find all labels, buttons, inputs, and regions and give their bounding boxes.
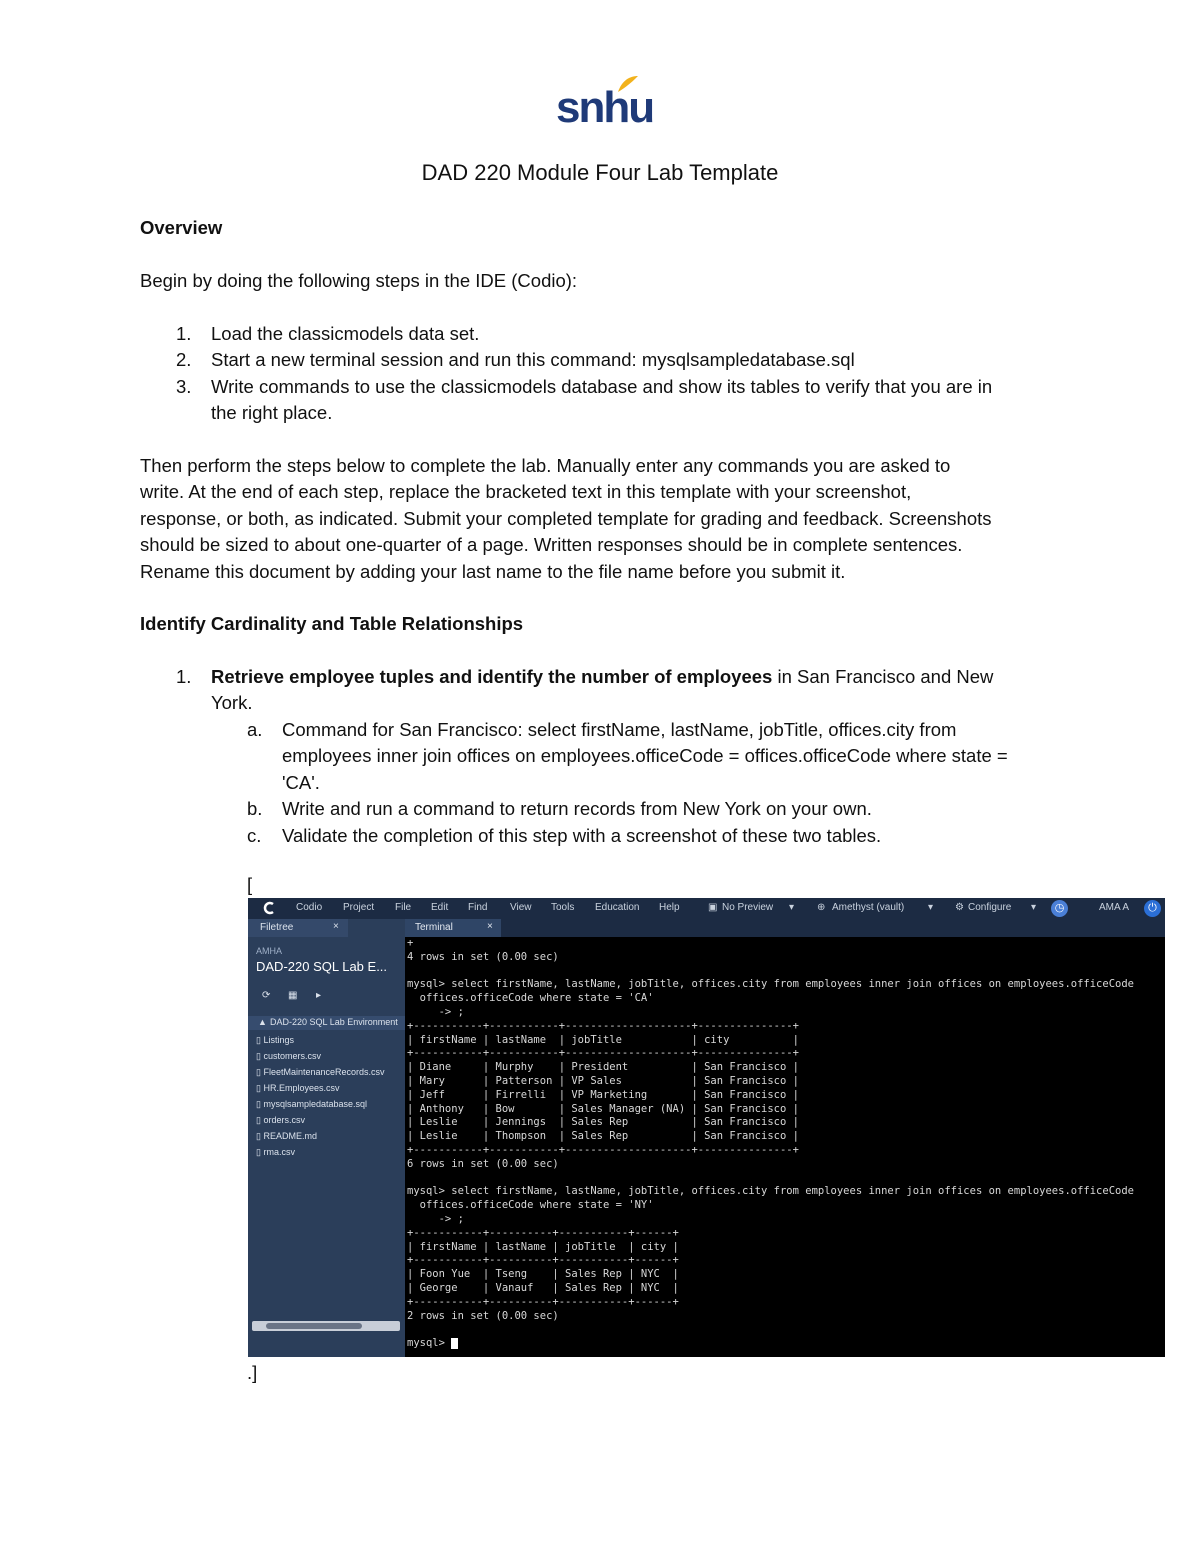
ide-menubar [248,898,1165,919]
step-text: Load the classicmodels data set. [211,323,480,344]
chevron-down-icon: ▾ [1031,902,1037,913]
gear-icon: ⚙ [955,902,964,913]
image-icon[interactable]: ▦ [288,990,298,1001]
power-icon[interactable]: ⏻ [1144,900,1161,917]
file-item[interactable] [256,1067,385,1078]
bracket-open: [ [247,874,253,895]
terminal-line: mysql> [407,1337,1165,1351]
terminal-line: | Jeff | Firrelli | VP Marketing | San Francisco | [407,1088,799,1101]
instruction-line: should be sized to about one-quarter of a page. Written responses should be in complete sentences. [140,534,963,555]
project-name: DAD-220 SQL Lab E... [256,959,388,974]
menu-codio[interactable]: Codio [296,902,323,913]
file-icon: ▯ [256,1131,264,1141]
terminal-line: +-----------+----------+-----------+------+ [407,1226,679,1239]
file-item[interactable] [256,1115,305,1126]
terminal-text [405,937,1165,1351]
project-owner: AMHA [256,946,283,956]
play-icon[interactable]: ▸ [316,990,322,1001]
file-icon: ▯ [256,1115,264,1125]
sub-label: c. [247,825,262,846]
file-icon: ▯ [256,1051,264,1061]
file-name: Listings [263,1035,294,1045]
terminal-line: offices.officeCode where state = 'CA' [407,992,654,1005]
terminal-line: 4 rows in set (0.00 sec) [407,950,559,963]
sub-label: a. [247,719,263,740]
folder-icon: ▲ [258,1017,267,1027]
instruction-line: response, or both, as indicated. Submit your completed template for grading and feedback. Screenshots [140,508,992,529]
terminal-line: +-----------+----------+-----------+------+ [407,1295,679,1308]
terminal-line: offices.officeCode where state = 'NY' [407,1199,654,1212]
terminal-line: | firstName | lastName | jobTitle | city | [407,1033,799,1046]
sub-text: Command for San Francisco: select firstName, lastName, jobTitle, offices.city from [282,719,957,740]
file-name: customers.csv [263,1051,321,1061]
terminal-line: 2 rows in set (0.00 sec) [407,1309,559,1322]
terminal-line: +-----------+-----------+--------------------+---------------+ [407,1143,799,1156]
logo-text: snhu [556,83,654,132]
instruction-line: Then perform the steps below to complete the lab. Manually enter any commands you are asked to [140,455,951,476]
task-line [211,664,993,691]
terminal-line [407,1172,1165,1186]
terminal-line: | Mary | Patterson | VP Sales | San Francisco | [407,1074,799,1087]
box-dropdown[interactable]: Amethyst (vault) [832,902,905,913]
menu-project[interactable]: Project [343,902,375,913]
menu-file[interactable]: File [395,902,412,913]
history-button[interactable]: ◷ [1051,900,1068,917]
step-text-continued: the right place. [211,402,333,423]
file-item[interactable] [256,1035,294,1046]
step-number: 1. [176,323,192,344]
terminal-line: 6 rows in set (0.00 sec) [407,1157,559,1170]
terminal-line: | Anthony | Bow | Sales Manager (NA) | San Francisco | [407,1102,799,1115]
terminal-tab[interactable] [405,919,501,937]
instruction-line: Rename this document by adding your last name to the file name before you submit it. [140,561,846,582]
step-text: Write commands to use the classicmodels database and show its tables to verify that you are in [211,376,993,397]
globe-icon: ⊕ [817,902,826,913]
file-name: rma.csv [263,1147,295,1157]
snhu-logo [556,74,654,134]
filetree-tab-label: Filetree [260,922,294,933]
step-number: 2. [176,349,192,370]
ide-screenshot [248,898,1165,1357]
sub-label: b. [247,798,263,819]
overview-heading: Overview [140,217,223,238]
filetree-tab[interactable] [248,919,348,937]
terminal-line: +-----------+-----------+--------------------+---------------+ [407,1019,799,1032]
instruction-line: write. At the end of each step, replace the bracketed text in this template with your screenshot, [140,481,912,502]
refresh-icon[interactable]: ⟳ [262,990,271,1001]
file-item[interactable] [256,1147,295,1158]
sub-text: Validate the completion of this step with a screenshot of these two tables. [282,825,882,846]
chevron-down-icon: ▾ [789,902,795,913]
terminal-line: | Foon Yue | Tseng | Sales Rep | NYC | [407,1268,679,1281]
task-bold-text: Retrieve employee tuples and identify the number of employees [211,666,773,687]
file-icon: ▯ [256,1067,264,1077]
terminal-output[interactable] [405,937,1165,1357]
file-icon: ▯ [256,1083,264,1093]
chevron-down-icon: ▾ [928,902,934,913]
file-item[interactable] [256,1099,367,1110]
terminal-line: | Leslie | Jennings | Sales Rep | San Francisco | [407,1116,799,1129]
file-item[interactable] [256,1131,317,1142]
close-icon[interactable]: × [487,921,493,932]
menu-view[interactable]: View [510,902,532,913]
root-folder-row[interactable] [248,1016,405,1030]
root-folder-name: DAD-220 SQL Lab Environment [270,1017,398,1027]
terminal-line: | Leslie | Thompson | Sales Rep | San Francisco | [407,1130,799,1143]
terminal-line: -> ; [407,1212,464,1225]
terminal-tab-label: Terminal [415,922,453,933]
task-rest-text: in San Francisco and New [772,666,994,687]
step-text: Start a new terminal session and run this command: mysqlsampledatabase.sql [211,349,855,370]
terminal-line: +-----------+-----------+--------------------+---------------+ [407,1047,799,1060]
terminal-line: mysql> select firstName, lastName, jobTitle, offices.city from employees inner join offices on employees.officeCode [407,978,1134,991]
section-heading: Identify Cardinality and Table Relationships [140,613,524,634]
menu-edit[interactable]: Edit [431,902,449,913]
step-number: 3. [176,376,192,397]
sub-text: 'CA'. [282,772,320,793]
close-icon[interactable]: × [333,921,339,932]
scrollbar-thumb[interactable] [266,1323,362,1329]
preview-icon: ▣ [708,902,718,913]
menu-tools[interactable]: Tools [551,902,575,913]
task-line-continued: York. [211,692,253,713]
file-name: orders.csv [263,1115,305,1125]
menu-help[interactable]: Help [659,902,680,913]
sub-text: Write and run a command to return records from New York on your own. [282,798,872,819]
terminal-line: +-----------+----------+-----------+------+ [407,1254,679,1267]
menu-education[interactable]: Education [595,902,640,913]
configure-button[interactable]: Configure [968,902,1012,913]
terminal-line: -> ; [407,1005,464,1018]
file-name: FleetMaintenanceRecords.csv [263,1067,385,1077]
terminal-cursor [451,1338,458,1349]
terminal-line [407,965,1165,979]
menu-find[interactable]: Find [468,902,488,913]
terminal-line: + [407,937,414,949]
terminal-line [407,1323,1165,1337]
no-preview-dropdown[interactable]: No Preview [722,902,774,913]
file-name: HR.Employees.csv [263,1083,340,1093]
file-name: README.md [263,1131,317,1141]
file-name: mysqlsampledatabase.sql [263,1099,368,1109]
terminal-line: | Diane | Murphy | President | San Francisco | [407,1061,799,1074]
file-icon: ▯ [256,1147,264,1157]
bracket-close: .] [247,1362,258,1383]
task-number: 1. [176,666,192,687]
file-item[interactable] [256,1083,339,1094]
terminal-tabbar [405,919,1165,937]
terminal-line: mysql> select firstName, lastName, jobTitle, offices.city from employees inner join offices on employees.officeCode [407,1185,1134,1198]
leaf-icon [616,74,640,94]
terminal-line: | George | Vanauf | Sales Rep | NYC | [407,1281,679,1294]
terminal-line: | firstName | lastName | jobTitle | city | [407,1240,679,1253]
file-icon: ▯ [256,1099,264,1109]
file-icon: ▯ [256,1035,264,1045]
file-item[interactable] [256,1051,321,1062]
user-name[interactable]: AMA A [1099,902,1130,913]
horizontal-scrollbar[interactable] [252,1321,400,1331]
codio-logo-icon [262,901,276,915]
intro-text: Begin by doing the following steps in the IDE (Codio): [140,270,578,291]
sub-text: employees inner join offices on employees.officeCode = offices.officeCode where state = [282,745,1008,766]
filetree-panel [248,919,405,1357]
document-title: DAD 220 Module Four Lab Template [421,160,779,185]
